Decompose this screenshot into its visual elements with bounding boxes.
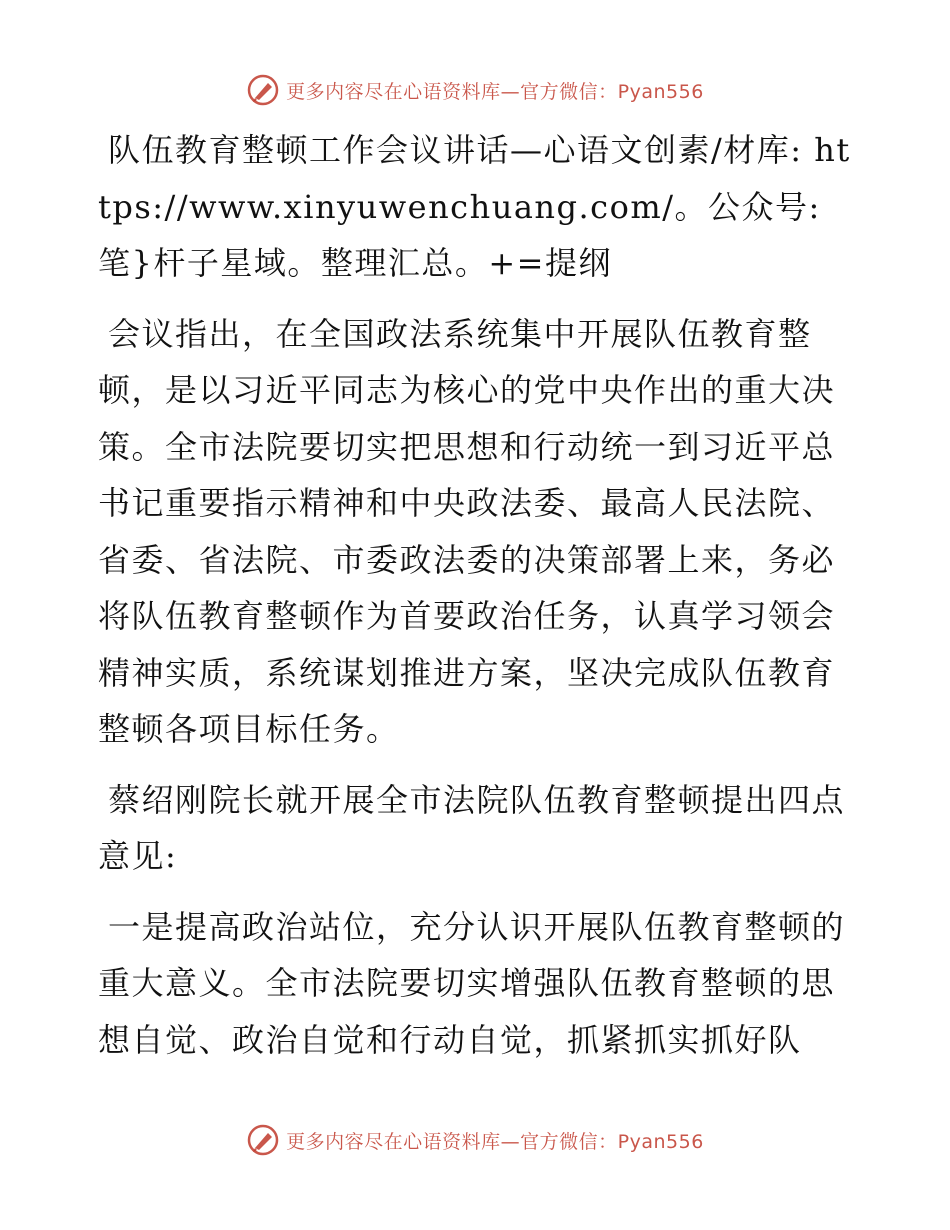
fountain-pen-logo-icon [246, 1123, 280, 1157]
fountain-pen-logo-icon [246, 73, 280, 107]
paragraph: 一是提高政治站位，充分认识开展队伍教育整顿的重大意义。全市法院要切实增强队伍教育整顿的思想自觉、政治自觉和行动自觉，抓紧抓实抓好队 [98, 907, 846, 1059]
paragraph: 会议指出，在全国政法系统集中开展队伍教育整顿，是以习近平同志为核心的党中央作出的重大决策。全市法院要切实把思想和行动统一到习近平总书记重要指示精神和中央政法委、最高人民法院、省委、省法院、市委政法委的决策部署上来，务必将队伍教育整顿作为首要政治任务，认真学习领会精神实质，系统谋划推进方案，坚决完成队伍教育整顿各项目标任务。 [98, 314, 836, 748]
paragraph: 蔡绍刚院长就开展全市法院队伍教育整顿提出四点意见: [98, 780, 846, 875]
watermark-text: 更多内容尽在心语资料库—官方微信：Pyan556 [286, 1130, 704, 1153]
footer-watermark-banner [0, 1122, 950, 1158]
document-body [98, 122, 853, 1082]
paragraph-title: 队伍教育整顿工作会议讲话—心语文创素/材库: https://www.xinyuwenchuang.com/。公众号: 笔}杆子星域。整理汇总。+=提纲 [98, 131, 851, 282]
watermark-text: 更多内容尽在心语资料库—官方微信：Pyan556 [286, 80, 704, 103]
header-watermark-banner [0, 72, 950, 108]
